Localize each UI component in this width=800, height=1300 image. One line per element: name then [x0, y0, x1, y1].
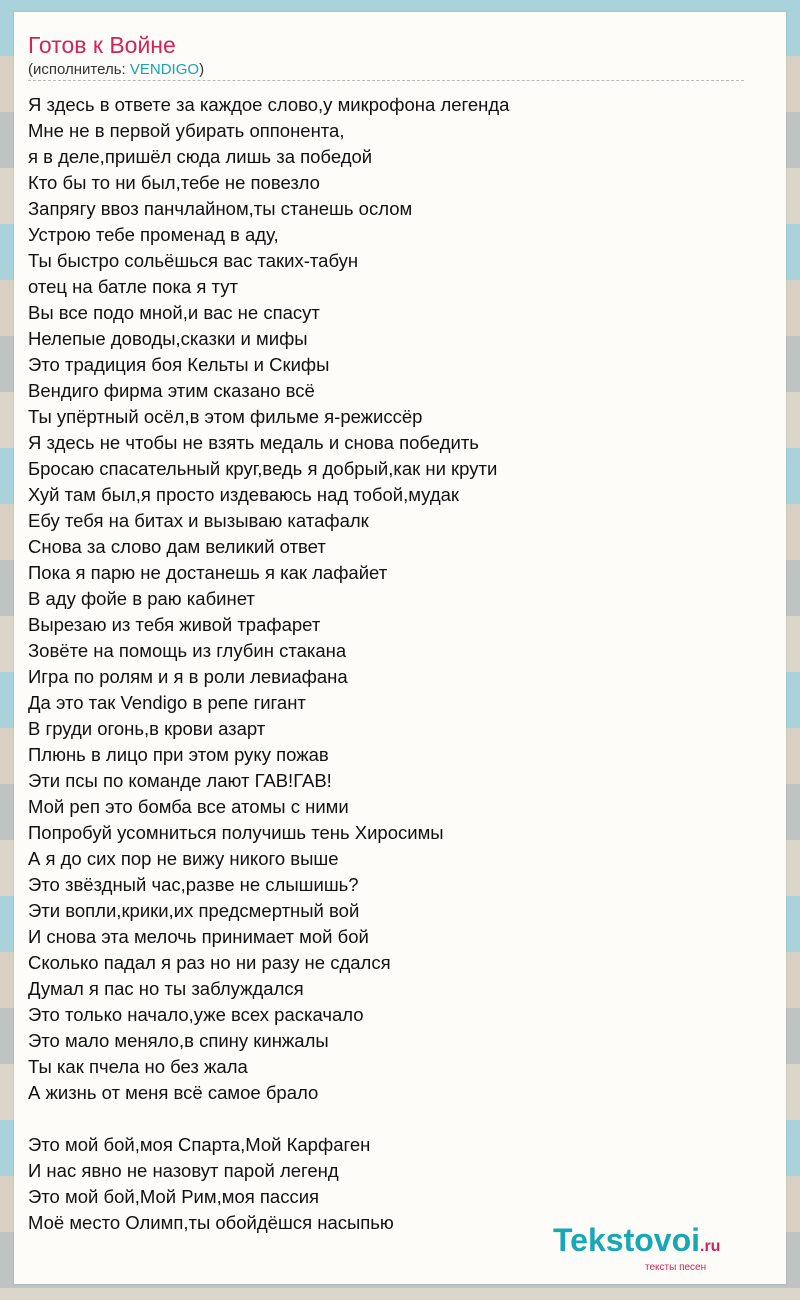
lyrics-line: Вырезаю из тебя живой трафарет — [28, 614, 321, 635]
lyrics-line: Это только начало,уже всех раскачало — [28, 1004, 364, 1025]
lyrics-line: Зовёте на помощь из глубин стакана — [28, 640, 347, 661]
lyrics-line: я в деле,пришёл сюда лишь за победой — [28, 146, 373, 167]
lyrics-line: Вы все подо мной,и вас не спасут — [28, 302, 320, 323]
lyrics-line: Мне не в первой убирать оппонента, — [28, 120, 345, 141]
lyrics-line: Мой реп это бомба все атомы с ними — [28, 796, 349, 817]
lyrics-line: Моё место Олимп,ты обойдёшся насыпью — [28, 1212, 394, 1233]
lyrics-line: И нас явно не назовут парой легенд — [28, 1160, 339, 1181]
lyrics-line: Это звёздный час,разве не слышишь? — [28, 874, 359, 895]
lyrics-line: Бросаю спасательный круг,ведь я добрый,как ни крути — [28, 458, 498, 479]
lyrics-line: Ты как пчела но без жала — [28, 1056, 248, 1077]
artist-line — [28, 61, 204, 78]
lyrics-line: Ты быстро сольёшься вас таких-табун — [28, 250, 359, 271]
lyrics-block — [28, 92, 509, 1236]
lyrics-line: Запрягу ввоз панчлайном,ты станешь ослом — [28, 198, 413, 219]
lyrics-line: Это мой бой,Мой Рим,моя пассия — [28, 1186, 320, 1207]
logo-domain-suffix: .ru — [700, 1238, 721, 1255]
lyrics-line: Кто бы то ни был,тебе не повезло — [28, 172, 320, 193]
lyrics-line: Попробуй усомниться получишь тень Хиросимы — [28, 822, 444, 843]
lyrics-line: Нелепые доводы,сказки и мифы — [28, 328, 308, 349]
lyrics-line: В груди огонь,в крови азарт — [28, 718, 266, 739]
logo-main-text: Tekstovoi — [553, 1222, 700, 1258]
lyrics-line: Ты упёртный осёл,в этом фильме я-режиссёр — [28, 406, 423, 427]
lyrics-line: Я здесь не чтобы не взять медаль и снова победить — [28, 432, 479, 453]
lyrics-line: Это мой бой,моя Спарта,Мой Карфаген — [28, 1134, 371, 1155]
artist-link[interactable]: VENDIGO — [129, 61, 200, 78]
logo-subtitle: тексты песен — [645, 1262, 707, 1273]
lyrics-line: И снова эта мелочь принимает мой бой — [28, 926, 369, 947]
lyrics-line: Сколько падал я раз но ни разу не сдался — [28, 952, 391, 973]
lyrics-line: Эти вопли,крики,их предсмертный вой — [28, 900, 360, 921]
artist-prefix: (исполнитель: — [28, 61, 130, 78]
title-divider — [28, 80, 744, 81]
lyrics-line: отец на батле пока я тут — [28, 276, 238, 297]
lyrics-line: В аду фойе в раю кабинет — [28, 588, 255, 609]
lyrics-line: Вендиго фирма этим сказано всё — [28, 380, 315, 401]
site-logo[interactable] — [553, 1222, 758, 1272]
lyrics-line: Эти псы по команде лают ГАВ!ГАВ! — [28, 770, 332, 791]
lyrics-line: Плюнь в лицо при этом руку пожав — [28, 744, 329, 765]
lyrics-line: Ебу тебя на битах и вызываю катафалк — [28, 510, 369, 531]
lyrics-line: Устрою тебе променад в аду, — [28, 224, 279, 245]
lyrics-line: А жизнь от меня всё самое брало — [28, 1082, 319, 1103]
lyrics-line: Снова за слово дам великий ответ — [28, 536, 326, 557]
lyrics-line: Это традиция боя Кельты и Скифы — [28, 354, 330, 375]
lyrics-line: Я здесь в ответе за каждое слово,у микрофона легенда — [28, 94, 510, 115]
lyrics-blank-line — [28, 1106, 509, 1132]
lyrics-line: Пока я парю не достанешь я как лафайет — [28, 562, 388, 583]
lyrics-line: Да это так Vendigo в репе гигант — [28, 692, 306, 713]
lyrics-line: Хуй там был,я просто издеваюсь над тобой,мудак — [28, 484, 459, 505]
song-title: Готов к Войне — [28, 32, 176, 58]
artist-suffix: ) — [199, 61, 205, 78]
lyrics-line: А я до сих пор не вижу никого выше — [28, 848, 339, 869]
lyrics-line: Думал я пас но ты заблуждался — [28, 978, 304, 999]
lyrics-line: Это мало меняло,в спину кинжалы — [28, 1030, 329, 1051]
lyrics-line: Игра по ролям и я в роли левиафана — [28, 666, 348, 687]
